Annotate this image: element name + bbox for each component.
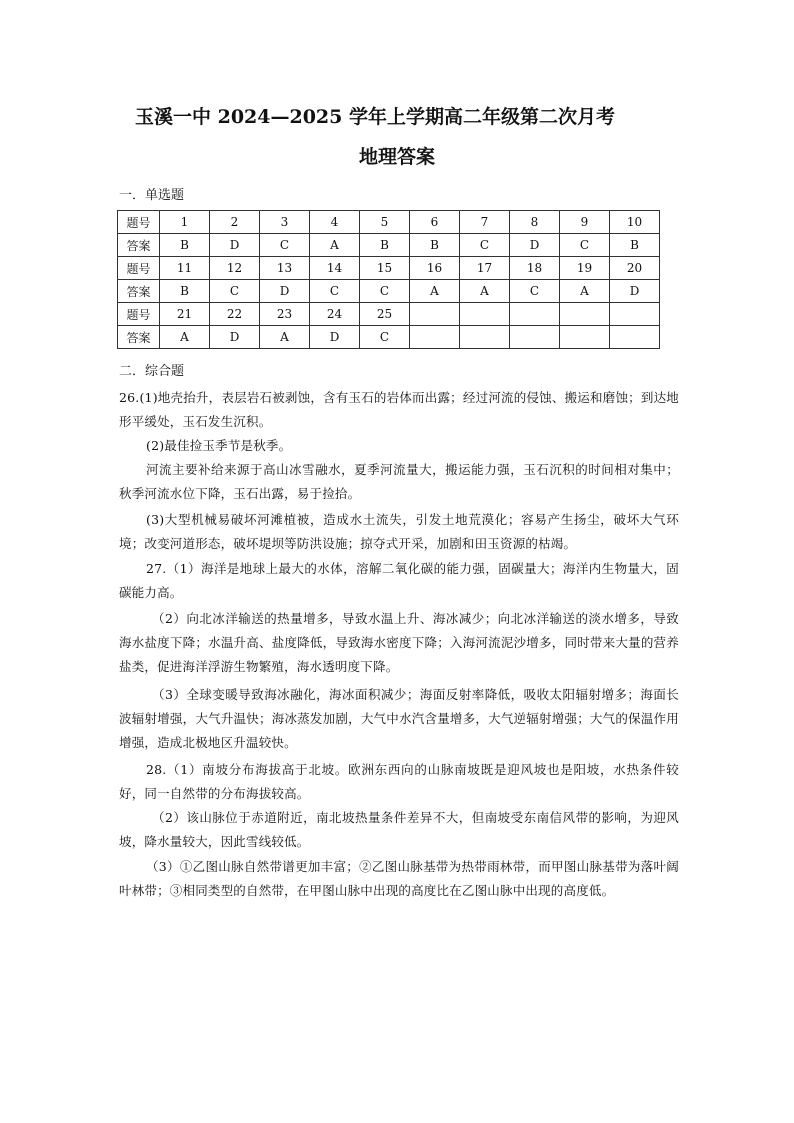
table-row-numbers	[118, 303, 660, 326]
table-row-answers	[118, 280, 660, 303]
table-row-answers	[118, 234, 660, 257]
answer-cell	[610, 326, 660, 349]
question-number: 20	[610, 257, 660, 280]
question-number	[410, 303, 460, 326]
question-number: 15	[360, 257, 410, 280]
answer-cell: B	[410, 234, 460, 257]
question-number: 25	[360, 303, 410, 326]
question-number: 14	[310, 257, 360, 280]
answer-cell: A	[160, 326, 210, 349]
question-number: 6	[410, 211, 460, 234]
question-number: 3	[260, 211, 310, 234]
question-number: 10	[610, 211, 660, 234]
answer-cell: B	[160, 280, 210, 303]
question-number: 12	[210, 257, 260, 280]
answer-cell: C	[360, 326, 410, 349]
document-title: 玉溪一中 2024—2025 学年上学期高二年级第二次月考	[135, 106, 615, 128]
answer-cell: A	[260, 326, 310, 349]
answer-cell: C	[560, 234, 610, 257]
table-row-numbers	[118, 211, 660, 234]
answer-cell: D	[510, 234, 560, 257]
answer-26-3: (3)大型机械易破坏河滩植被，造成水土流失，引发土地荒漠化；容易产生扬尘，破坏大气环境；改变河道形态，破坏堤坝等防洪设施；掠夺式开采，加剧和田玉资源的枯竭。	[119, 512, 679, 551]
answer-26-2: (2)最佳捡玉季节是秋季。	[146, 438, 292, 453]
answer-cell: A	[310, 234, 360, 257]
answer-cell	[560, 326, 610, 349]
question-number: 22	[210, 303, 260, 326]
answer-cell: D	[310, 326, 360, 349]
row-label-answer: 答案	[118, 280, 160, 303]
answer-28-2: （2）该山脉位于赤道附近，南北坡热量条件差异不大，但南坡受东南信风带的影响，为迎风坡，降水量较大，因此雪线较低。	[119, 810, 679, 849]
answer-cell: C	[510, 280, 560, 303]
answer-cell: A	[460, 280, 510, 303]
answer-cell: C	[360, 280, 410, 303]
answer-cell: A	[410, 280, 460, 303]
table-row-answers	[118, 326, 660, 349]
answer-cell: C	[310, 280, 360, 303]
answer-cell: D	[260, 280, 310, 303]
answer-27-3: （3）全球变暖导致海冰融化，海冰面积减少；海面反射率降低，吸收太阳辐射增多；海面长波辐射增强，大气升温快；海冰蒸发加剧，大气中水汽含量增多，大气逆辐射增强；大气的保温作用增强，造成北极地区升温较快。	[119, 687, 679, 750]
answer-26-2-explanation: 河流主要补给来源于高山冰雪融水，夏季河流量大，搬运能力强，玉石沉积的时间相对集中；秋季河流水位下降，玉石出露，易于捡拾。	[119, 462, 679, 501]
answer-cell: B	[160, 234, 210, 257]
question-number: 18	[510, 257, 560, 280]
answer-27-2: （2）向北冰洋输送的热量增多，导致水温上升、海冰减少；向北冰洋输送的淡水增多，导致海水盐度下降；水温升高、盐度降低，导致海水密度下降；入海河流泥沙增多，同时带来大量的营养盐类，促进海洋浮游生物繁殖，海水透明度下降。	[119, 611, 679, 674]
row-label-number: 题号	[118, 303, 160, 326]
answer-cell: D	[610, 280, 660, 303]
section-heading-single-choice: 一．单选题	[119, 188, 185, 203]
answer-cell: A	[560, 280, 610, 303]
question-number: 1	[160, 211, 210, 234]
answer-cell	[460, 326, 510, 349]
answer-28-1: 28.（1）南坡分布海拔高于北坡。欧洲东西向的山脉南坡既是迎风坡也是阳坡，水热条件较好，同一自然带的分布海拔较高。	[119, 762, 679, 801]
answer-cell: D	[210, 234, 260, 257]
question-number: 4	[310, 211, 360, 234]
row-label-number: 题号	[118, 257, 160, 280]
answer-26-1: 26.(1)地壳抬升，表层岩石被剥蚀，含有玉石的岩体而出露；经过河流的侵蚀、搬运和磨蚀；到达地形平缓处，玉石发生沉积。	[119, 390, 679, 429]
question-number	[560, 303, 610, 326]
question-number: 9	[560, 211, 610, 234]
answer-table	[117, 210, 660, 349]
question-number: 17	[460, 257, 510, 280]
question-number: 7	[460, 211, 510, 234]
answer-cell: C	[460, 234, 510, 257]
answer-cell: B	[360, 234, 410, 257]
answer-cell	[410, 326, 460, 349]
question-number: 16	[410, 257, 460, 280]
document-subtitle: 地理答案	[358, 146, 435, 168]
question-number: 2	[210, 211, 260, 234]
answer-cell	[510, 326, 560, 349]
question-number: 21	[160, 303, 210, 326]
answer-cell: D	[210, 326, 260, 349]
question-number: 11	[160, 257, 210, 280]
question-number: 24	[310, 303, 360, 326]
question-number: 19	[560, 257, 610, 280]
question-number	[510, 303, 560, 326]
question-number	[610, 303, 660, 326]
answer-cell: C	[210, 280, 260, 303]
row-label-number: 题号	[118, 211, 160, 234]
answer-27-1: 27.（1）海洋是地球上最大的水体，溶解二氧化碳的能力强，固碳量大；海洋内生物量大，固碳能力高。	[119, 561, 679, 600]
row-label-answer: 答案	[118, 326, 160, 349]
question-number: 23	[260, 303, 310, 326]
table-row-numbers	[118, 257, 660, 280]
answer-cell: C	[260, 234, 310, 257]
question-number: 8	[510, 211, 560, 234]
answer-28-3: （3）①乙图山脉自然带谱更加丰富；②乙图山脉基带为热带雨林带，而甲图山脉基带为落叶阔叶林带；③相同类型的自然带，在甲图山脉中出现的高度比在乙图山脉中出现的高度低。	[119, 859, 679, 898]
question-number: 5	[360, 211, 410, 234]
question-number: 13	[260, 257, 310, 280]
section-heading-comprehensive: 二．综合题	[119, 364, 185, 379]
answer-cell: B	[610, 234, 660, 257]
question-number	[460, 303, 510, 326]
row-label-answer: 答案	[118, 234, 160, 257]
